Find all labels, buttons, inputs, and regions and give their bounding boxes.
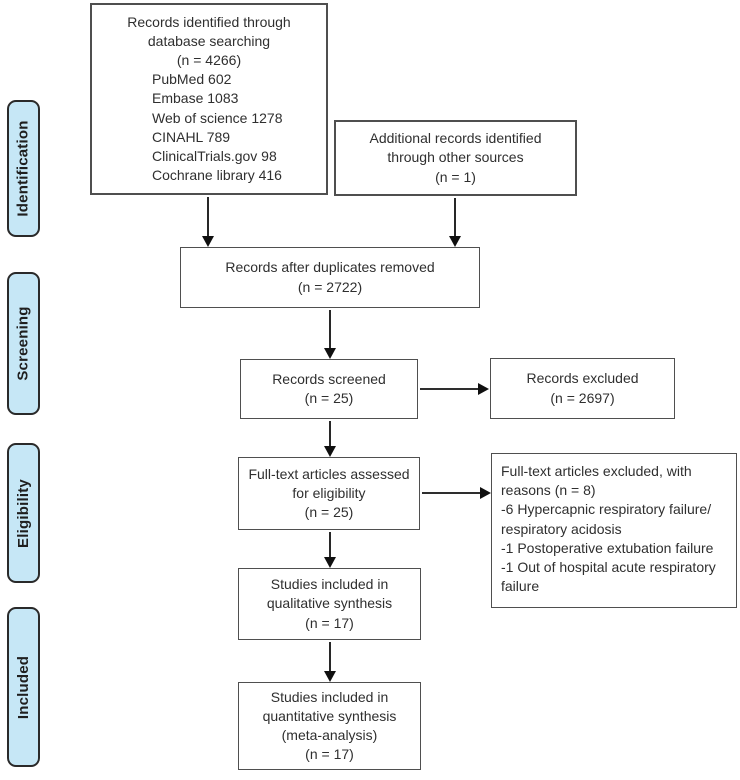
text-line: failure [501,578,540,595]
text-line: Records screened [272,370,386,387]
text-line: (n = 17) [305,746,354,763]
stage-included [7,607,40,767]
text-line: respiratory acidosis [501,520,622,537]
stage-identification [7,100,40,237]
text-line: (meta-analysis) [281,727,378,743]
text-line: -6 Hypercapnic respiratory failure/ [501,501,712,518]
text-line: -1 Out of hospital acute respiratory [501,559,716,576]
text-line: Full-text articles excluded, with [501,463,692,479]
text-line: Full-text articles assessed [248,465,410,482]
text-line: Additional records identified [369,130,542,147]
arrow-identified-to-dedup [202,197,214,247]
source-line: Web of science 1278 [152,109,283,126]
text-line: Records after duplicates removed [225,259,435,276]
source-line: Cochrane library 416 [152,167,282,184]
text-line: qualitative synthesis [266,595,393,612]
text-line: quantitative synthesis [262,707,397,724]
stage-identification-label: Identification [15,120,33,217]
source-line: PubMed 602 [152,71,232,88]
arrow-qualitative-to-quantitative [324,642,336,682]
text-line: (n = 2722) [297,278,363,295]
box-qualitative-synthesis [238,568,421,640]
box-additional-records [334,120,577,196]
source-line: Embase 1083 [152,90,239,107]
arrow-fulltext-to-reasons [422,487,491,499]
box-records-screened [240,359,418,419]
box-fulltext-excluded [491,453,737,608]
arrow-screened-to-fulltext [324,421,336,457]
text-line: -1 Postoperative extubation failure [501,539,714,556]
text-line: Studies included in [270,688,389,705]
text-line: (n = 1) [435,168,476,185]
text-line: for eligibility [292,484,366,501]
arrow-screened-to-excluded [420,383,489,395]
text-line: (n = 25) [304,504,354,521]
source-line: CINAHL 789 [152,128,231,145]
stage-eligibility-label: Eligibility [15,478,32,548]
text-line: Records excluded [526,370,639,387]
text-line: reasons (n = 8) [501,482,596,499]
arrow-fulltext-to-qualitative [324,532,336,568]
box-fulltext-assessed [238,457,420,530]
text-line: (n = 17) [305,614,354,631]
text-line: (n = 4266) [176,51,242,68]
stage-screening-label: Screening [15,306,33,381]
stage-included-label: Included [15,655,32,719]
text-line: Records identified through [127,13,291,30]
source-line: ClinicalTrials.gov 98 [152,148,277,164]
box-records-identified [90,3,328,195]
stage-eligibility [7,443,40,583]
text-line: through other sources [387,149,524,166]
arrow-dedup-to-screened [324,310,336,359]
text-line: Studies included in [270,576,389,593]
text-line: (n = 25) [304,390,354,406]
stage-screening [7,272,40,415]
box-records-excluded [490,358,675,419]
box-duplicates-removed [180,247,480,308]
text-line: database searching [147,32,271,49]
text-line: (n = 2697) [550,389,615,406]
box-quantitative-synthesis [238,682,421,770]
database-source-list [92,70,283,185]
arrow-additional-to-dedup [449,198,461,247]
